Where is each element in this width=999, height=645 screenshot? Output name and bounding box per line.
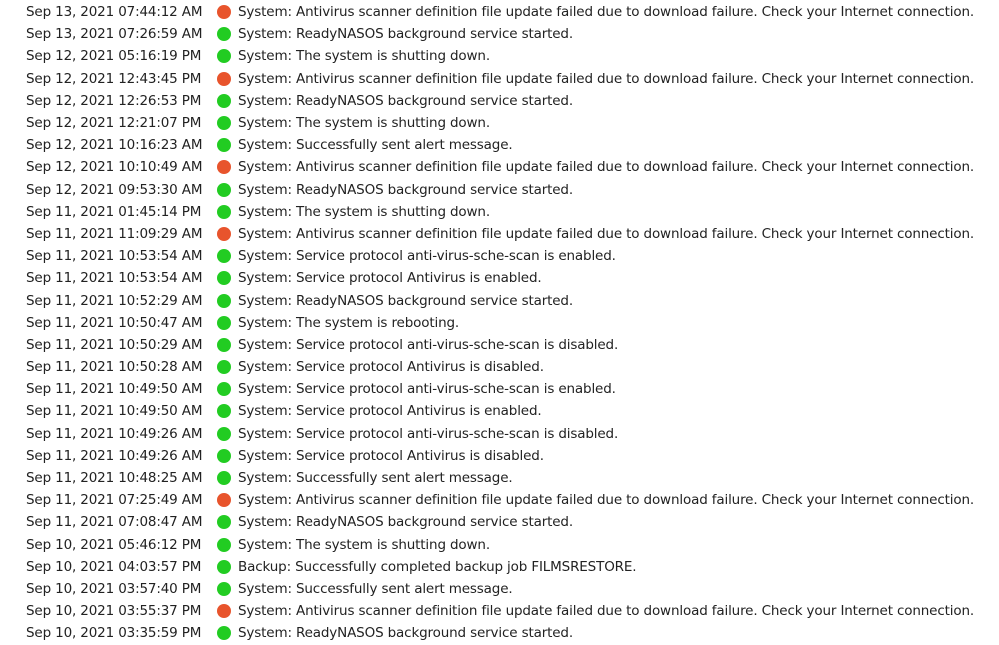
log-entry-row: [26, 423, 991, 445]
log-message: System: Antivirus scanner definition file update failed due to download failure. Check your Internet connection.: [238, 492, 975, 509]
log-entry-row: [26, 1, 991, 23]
log-message: System: Antivirus scanner definition file update failed due to download failure. Check your Internet connection.: [238, 225, 975, 242]
error-status-icon: [217, 160, 231, 174]
log-timestamp: Sep 11, 2021 10:53:54 AM: [26, 248, 203, 265]
log-message: System: ReadyNASOS background service started.: [238, 292, 573, 309]
ok-status-icon: [217, 27, 231, 41]
log-entry-row: [26, 334, 991, 356]
ok-status-icon: [217, 249, 231, 263]
log-message: System: ReadyNASOS background service started.: [238, 625, 573, 642]
log-message: System: Service protocol Antivirus is enabled.: [238, 270, 542, 287]
log-entry-row: [26, 223, 991, 245]
ok-status-icon: [217, 205, 231, 219]
log-entry-row: [26, 600, 991, 622]
log-message: System: The system is shutting down.: [238, 536, 490, 553]
log-timestamp: Sep 10, 2021 03:35:59 PM: [26, 625, 202, 642]
ok-status-icon: [217, 116, 231, 130]
log-entry-row: [26, 378, 991, 400]
log-entry-row: [26, 112, 991, 134]
log-timestamp: Sep 11, 2021 10:50:28 AM: [26, 359, 203, 376]
log-timestamp: Sep 12, 2021 09:53:30 AM: [26, 181, 203, 198]
ok-status-icon: [217, 138, 231, 152]
log-timestamp: Sep 13, 2021 07:26:59 AM: [26, 26, 203, 43]
log-timestamp: Sep 10, 2021 05:46:12 PM: [26, 536, 202, 553]
ok-status-icon: [217, 515, 231, 529]
log-timestamp: Sep 11, 2021 10:50:29 AM: [26, 336, 203, 353]
log-timestamp: Sep 12, 2021 05:16:19 PM: [26, 48, 202, 65]
log-entry-row: [26, 534, 991, 556]
log-entry-row: [26, 134, 991, 156]
log-timestamp: Sep 11, 2021 10:49:26 AM: [26, 447, 203, 464]
log-timestamp: Sep 11, 2021 10:50:47 AM: [26, 314, 203, 331]
log-timestamp: Sep 11, 2021 10:48:25 AM: [26, 470, 203, 487]
log-timestamp: Sep 10, 2021 04:03:57 PM: [26, 558, 202, 575]
error-status-icon: [217, 604, 231, 618]
log-entry-row: [26, 578, 991, 600]
log-message: System: The system is shutting down.: [238, 115, 490, 132]
log-message: System: ReadyNASOS background service started.: [238, 514, 573, 531]
log-message: System: The system is rebooting.: [238, 314, 460, 331]
log-timestamp: Sep 12, 2021 10:10:49 AM: [26, 159, 203, 176]
log-timestamp: Sep 11, 2021 10:49:26 AM: [26, 425, 203, 442]
log-message: System: Service protocol anti-virus-sche-scan is enabled.: [238, 248, 616, 265]
ok-status-icon: [217, 427, 231, 441]
log-message: System: Antivirus scanner definition file update failed due to download failure. Check your Internet connection.: [238, 70, 975, 87]
ok-status-icon: [217, 183, 231, 197]
log-entry-row: [26, 622, 991, 644]
log-timestamp: Sep 10, 2021 03:57:40 PM: [26, 580, 202, 597]
log-entry-row: [26, 23, 991, 45]
log-message: System: Successfully sent alert message.: [238, 137, 513, 154]
log-entry-row: [26, 556, 991, 578]
error-status-icon: [217, 493, 231, 507]
log-entry-row: [26, 245, 991, 267]
log-message: System: Service protocol Antivirus is disabled.: [238, 447, 544, 464]
event-log-list: [26, 1, 991, 644]
log-entry-row: [26, 289, 991, 311]
log-entry-row: [26, 201, 991, 223]
log-entry-row: [26, 267, 991, 289]
log-message: System: Service protocol anti-virus-sche-scan is enabled.: [238, 381, 616, 398]
ok-status-icon: [217, 316, 231, 330]
ok-status-icon: [217, 338, 231, 352]
log-entry-row: [26, 467, 991, 489]
log-timestamp: Sep 11, 2021 01:45:14 PM: [26, 203, 202, 220]
log-timestamp: Sep 11, 2021 10:53:54 AM: [26, 270, 203, 287]
ok-status-icon: [217, 294, 231, 308]
log-timestamp: Sep 11, 2021 07:25:49 AM: [26, 492, 203, 509]
log-timestamp: Sep 11, 2021 11:09:29 AM: [26, 225, 203, 242]
ok-status-icon: [217, 360, 231, 374]
ok-status-icon: [217, 626, 231, 640]
log-message: System: Antivirus scanner definition file update failed due to download failure. Check your Internet connection.: [238, 4, 975, 21]
log-entry-row: [26, 511, 991, 533]
log-timestamp: Sep 11, 2021 07:08:47 AM: [26, 514, 203, 531]
log-message: System: Service protocol Antivirus is enabled.: [238, 403, 542, 420]
log-timestamp: Sep 10, 2021 03:55:37 PM: [26, 603, 202, 620]
log-message: System: ReadyNASOS background service started.: [238, 26, 573, 43]
log-timestamp: Sep 12, 2021 12:43:45 PM: [26, 70, 202, 87]
ok-status-icon: [217, 582, 231, 596]
log-entry-row: [26, 68, 991, 90]
log-message: System: Antivirus scanner definition file update failed due to download failure. Check your Internet connection.: [238, 159, 975, 176]
log-entry-row: [26, 90, 991, 112]
log-entry-row: [26, 45, 991, 67]
log-message: System: ReadyNASOS background service started.: [238, 181, 573, 198]
log-message: System: The system is shutting down.: [238, 203, 490, 220]
log-message: System: ReadyNASOS background service started.: [238, 92, 573, 109]
ok-status-icon: [217, 49, 231, 63]
log-message: System: Service protocol anti-virus-sche-scan is disabled.: [238, 425, 619, 442]
ok-status-icon: [217, 560, 231, 574]
log-entry-row: [26, 445, 991, 467]
log-entry-row: [26, 356, 991, 378]
error-status-icon: [217, 227, 231, 241]
log-entry-row: [26, 179, 991, 201]
log-message: Backup: Successfully completed backup job FILMSRESTORE.: [238, 558, 637, 575]
log-message: System: Successfully sent alert message.: [238, 470, 513, 487]
error-status-icon: [217, 5, 231, 19]
ok-status-icon: [217, 404, 231, 418]
log-entry-row: [26, 489, 991, 511]
log-message: System: Service protocol anti-virus-sche-scan is disabled.: [238, 336, 619, 353]
log-timestamp: Sep 13, 2021 07:44:12 AM: [26, 4, 203, 21]
error-status-icon: [217, 72, 231, 86]
log-entry-row: [26, 400, 991, 422]
ok-status-icon: [217, 271, 231, 285]
log-message: System: Antivirus scanner definition file update failed due to download failure. Check your Internet connection.: [238, 603, 975, 620]
log-timestamp: Sep 11, 2021 10:52:29 AM: [26, 292, 203, 309]
ok-status-icon: [217, 471, 231, 485]
ok-status-icon: [217, 382, 231, 396]
ok-status-icon: [217, 94, 231, 108]
log-timestamp: Sep 11, 2021 10:49:50 AM: [26, 403, 203, 420]
log-entry-row: [26, 156, 991, 178]
log-timestamp: Sep 12, 2021 12:26:53 PM: [26, 92, 202, 109]
log-timestamp: Sep 12, 2021 10:16:23 AM: [26, 137, 203, 154]
log-timestamp: Sep 12, 2021 12:21:07 PM: [26, 115, 202, 132]
log-entry-row: [26, 312, 991, 334]
ok-status-icon: [217, 449, 231, 463]
ok-status-icon: [217, 538, 231, 552]
log-message: System: Successfully sent alert message.: [238, 580, 513, 597]
log-timestamp: Sep 11, 2021 10:49:50 AM: [26, 381, 203, 398]
log-message: System: The system is shutting down.: [238, 48, 490, 65]
log-message: System: Service protocol Antivirus is disabled.: [238, 359, 544, 376]
